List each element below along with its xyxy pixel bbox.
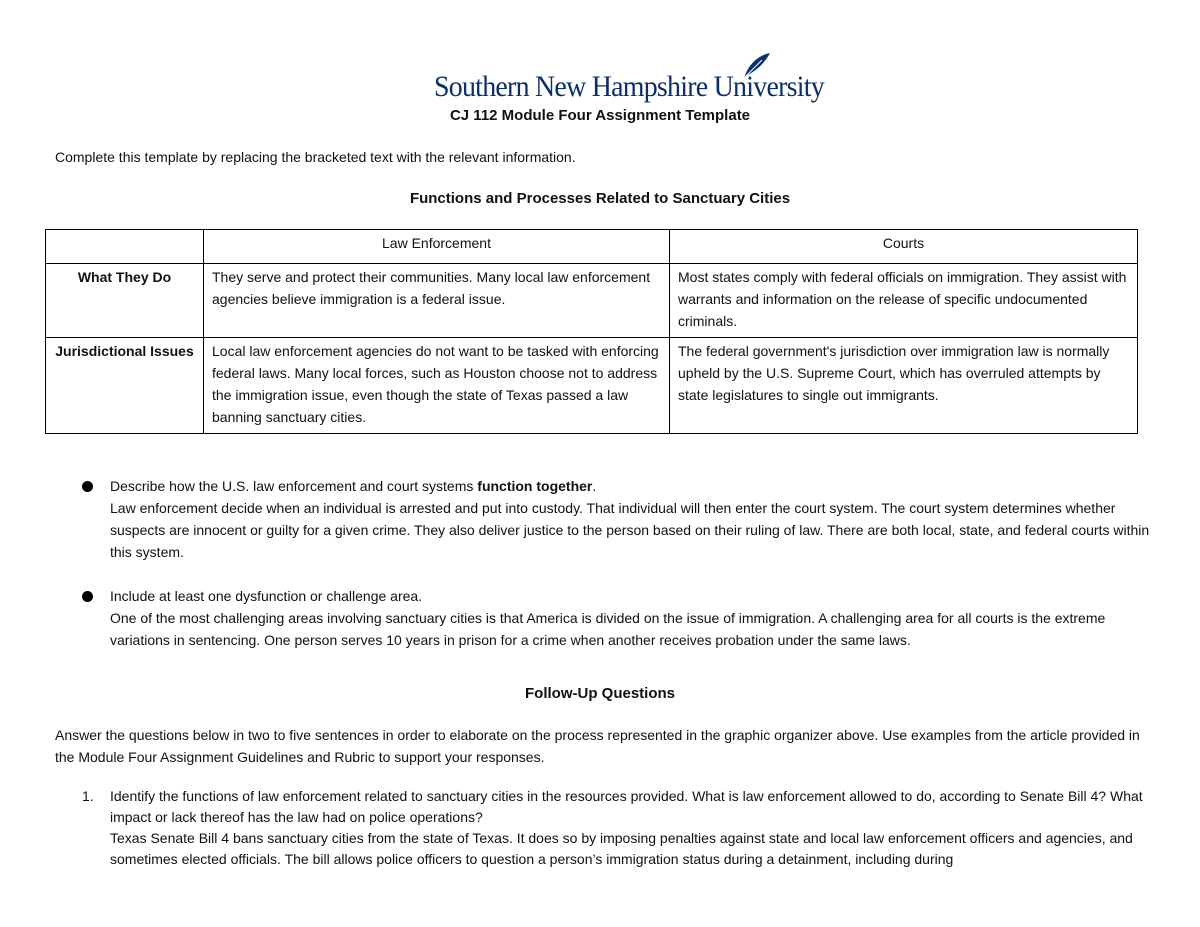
quill-feather-icon bbox=[742, 52, 772, 80]
bullet-prompt: Describe how the U.S. law enforcement and court systems function together. bbox=[110, 478, 597, 494]
question-text: Identify the functions of law enforcement related to sanctuary cities in the resources provided. What is law enforcement allowed to do, according to Senate Bill 4? What impact or lack thereof has the law had on police operations? bbox=[110, 788, 1143, 825]
table-header-courts: Courts bbox=[670, 230, 1138, 264]
question-item bbox=[82, 786, 1152, 870]
table-cell: Local law enforcement agencies do not want to be tasked with enforcing federal laws. Many local forces, such as Houston choose not to address the immigration issue, even though the state of Texas passed a law banning sanctuary cities. bbox=[204, 338, 670, 434]
section-title-follow-up: Follow-Up Questions bbox=[525, 685, 675, 702]
instructions-text: Complete this template by replacing the bracketed text with the relevant information. bbox=[55, 149, 576, 165]
bullet-prompt: Include at least one dysfunction or challenge area. bbox=[110, 588, 423, 604]
functions-table bbox=[45, 229, 1138, 434]
table-header-law-enforcement: Law Enforcement bbox=[204, 230, 670, 264]
table-row bbox=[46, 338, 1138, 434]
table-cell: They serve and protect their communities. Many local law enforcement agencies believe immigration is a federal issue. bbox=[204, 264, 670, 338]
table-header-row bbox=[46, 230, 1138, 264]
table-cell: Most states comply with federal officials on immigration. They assist with warrants and information on the release of specific undocumented criminals. bbox=[670, 264, 1138, 338]
row-label-what-they-do: What They Do bbox=[46, 264, 204, 338]
follow-up-intro: Answer the questions below in two to five sentences in order to elaborate on the process represented in the graphic organizer above. Use examples from the article provided in the Module Four Assignment Guidelines and Rubric to support your responses. bbox=[55, 727, 1140, 765]
list-item bbox=[82, 475, 1152, 563]
row-label-jurisdictional-issues: Jurisdictional Issues bbox=[46, 338, 204, 434]
bullet-answer: One of the most challenging areas involving sanctuary cities is that America is divided on the issue of immigration. A challenging area for all courts is the extreme variations in sentencing. One person serves 10 years in prison for a crime when another receives probation under the same laws. bbox=[110, 610, 1106, 648]
table-cell: The federal government's jurisdiction over immigration law is normally upheld by the U.S. Supreme Court, which has overruled attempts by state legislatures to single out immigrants. bbox=[670, 338, 1138, 434]
list-item bbox=[82, 585, 1152, 651]
bullet-dot-icon bbox=[82, 481, 93, 492]
university-logo bbox=[434, 52, 825, 104]
logo-wordmark: Southern New Hampshire University bbox=[434, 70, 825, 103]
question-answer: Texas Senate Bill 4 bans sanctuary cities from the state of Texas. It does so by imposing penalties against state and local law enforcement officers and agencies, and sometimes elected officials. The bill allows police officers to question a person’s immigration status during a detainment, including during bbox=[110, 830, 1133, 867]
section-title-sanctuary-cities: Functions and Processes Related to Sanctuary Cities bbox=[409, 190, 791, 207]
bullet-list bbox=[82, 475, 1152, 673]
bullet-dot-icon bbox=[82, 591, 93, 602]
table-header-empty bbox=[46, 230, 204, 264]
question-number: 1. bbox=[82, 788, 94, 804]
table-row bbox=[46, 264, 1138, 338]
bullet-answer: Law enforcement decide when an individual is arrested and put into custody. That individual will then enter the court system. The court system determines whether suspects are innocent or guilty for a given crime. They also deliver justice to the person based on their ruling of law. There are both local, state, and federal courts within this system. bbox=[110, 500, 1150, 560]
document-title: CJ 112 Module Four Assignment Template bbox=[449, 107, 751, 124]
